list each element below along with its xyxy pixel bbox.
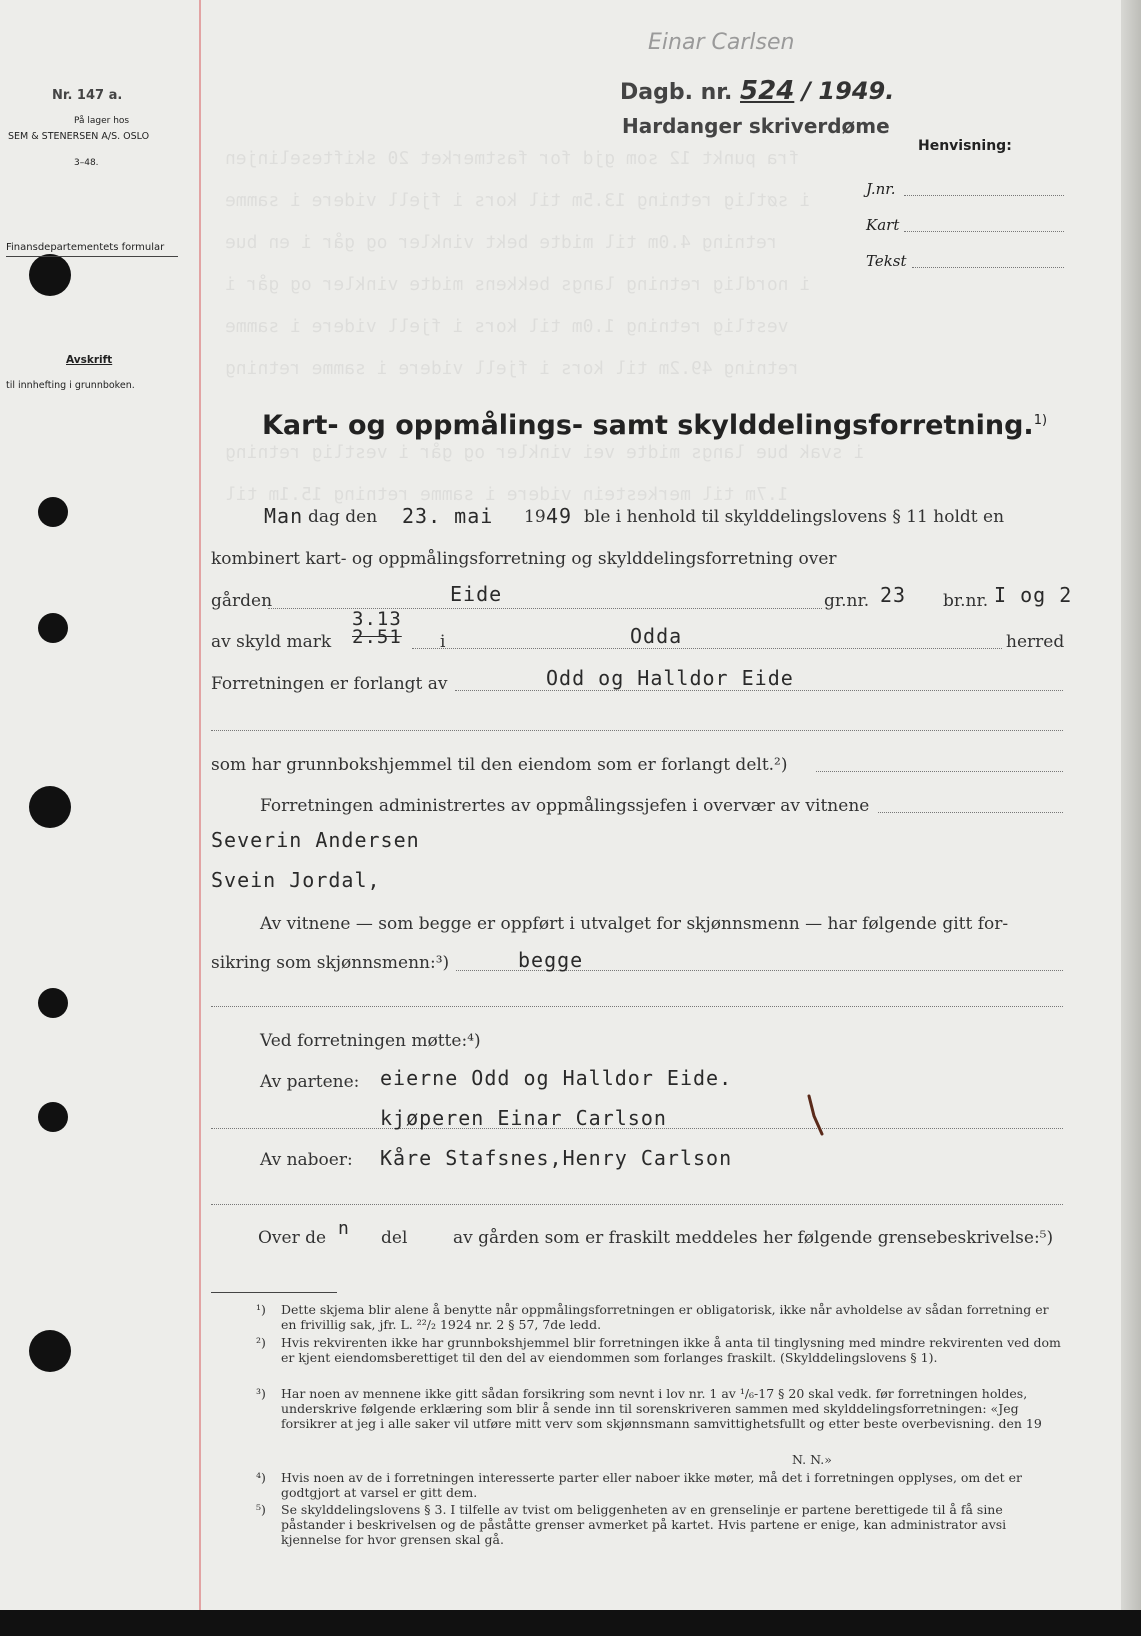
department-formular: Finansdepartementets formular bbox=[6, 242, 165, 253]
punch-hole bbox=[38, 988, 68, 1018]
witness-1: Severin Andersen bbox=[211, 828, 420, 852]
skyld-separator: i bbox=[440, 632, 446, 652]
footnote-number: ³) bbox=[256, 1386, 266, 1401]
bleed-through-text: i nordlig retning langs bekkens midte vinkler og går i bbox=[225, 274, 811, 295]
footnote-text: Hvis rekvirenten ikke har grunnbokshjemmel blir forretningen ikke å anta til tinglysning med mindre rekvirenten ved dom er kjent eiendomsberettiget til den del av eiendommen som forlanges fraskilt. (Skylddelingslovens § 1). bbox=[281, 1335, 1061, 1365]
grnr-label: gr.nr. bbox=[824, 591, 870, 611]
document-title bbox=[262, 410, 1047, 441]
line1-text: ble i henhold til skylddelingslovens § 11 holdt en bbox=[584, 507, 1005, 527]
administration-text: Forretningen administrertes av oppmålingssjefen i overvær av vitnene bbox=[260, 796, 870, 816]
footnote-number: ⁴) bbox=[256, 1470, 266, 1485]
page-edge bbox=[1121, 0, 1141, 1636]
footnote-text: Har noen av mennene ikke gitt sådan forsikring som nevnt i lov nr. 1 av ¹/₆-17 § 20 skal vedk. før forretningen holdes, underskrive følgende erklæring som blir å sende inn til sorenskriveren sammen med skylddelingsforretningen: «Jeg forsikrer at jeg i alle saker vil utføre mitt verv som skjønnsmann samvittighetsfullt og etter beste overbevisning. den 19 bbox=[281, 1386, 1042, 1431]
punch-hole bbox=[38, 613, 68, 643]
skjonn-text-1: Av vitnene — som begge er oppført i utvalget for skjønnsmenn — har følgende gitt for- bbox=[260, 914, 1009, 934]
bleed-through-text: i søtlig retning 13.5m til kors i fjell videre i samme bbox=[225, 190, 811, 211]
journal-year: 1949. bbox=[818, 77, 895, 105]
footnote-number: ¹) bbox=[256, 1302, 266, 1317]
attendance-intro: Ved forretningen møtte:⁴) bbox=[260, 1031, 481, 1051]
printer-name: SEM & STENERSEN A/S. OSLO bbox=[8, 131, 150, 142]
journal-stamp bbox=[620, 76, 894, 106]
year-value: 49 bbox=[546, 504, 573, 528]
margin-line bbox=[199, 0, 201, 1636]
grnr-value: 23 bbox=[880, 583, 907, 607]
over-de-label: Over de bbox=[258, 1228, 327, 1248]
weekday-value: Man bbox=[264, 504, 304, 528]
skyld-new-value: 2.51 bbox=[352, 626, 402, 648]
punch-hole bbox=[38, 497, 68, 527]
scan-border bbox=[0, 1610, 1141, 1636]
footnote-text: Se skylddelingslovens § 3. I tilfelle av tvist om beliggenheten av en grenselinje er partene berettigede til å få sine påstander i beskrivelsen og de påståtte grenser avmerket på kartet. Hvis partene er enige, kan administrator avsi kjennelse for hvor grensen skal gå. bbox=[281, 1502, 1007, 1547]
footnote-text: Hvis noen av de i forretningen interesserte parter eller naboer ikke møter, må det i forretningen opplyses, om det er godtgjort at varsel er gitt dem. bbox=[281, 1470, 1023, 1500]
bleed-through-text: retning 49.2m til kors i fjell videre i samme retning bbox=[225, 358, 800, 379]
blank-line bbox=[211, 1204, 1063, 1205]
bleed-through-text: i svak bue langs midte vei vinkler og går i vestlig retning bbox=[225, 442, 865, 463]
journal-separator: / bbox=[801, 77, 811, 105]
over-de-suffix: n bbox=[338, 1218, 350, 1239]
grense-text: av gården som er fraskilt meddeles her følgende grensebeskrivelse:⁵) bbox=[453, 1228, 1054, 1248]
footnote-divider bbox=[211, 1292, 337, 1293]
title-text: Kart- og oppmålings- samt skylddelingsforretning. bbox=[262, 410, 1034, 441]
farm-value: Eide bbox=[450, 582, 503, 606]
date-value: 23. mai bbox=[402, 504, 494, 528]
punch-hole bbox=[29, 254, 71, 296]
bleed-through-text: fra punkt 12 som gjd for fastmerket 20 skifteselinjen bbox=[225, 148, 800, 169]
punch-hole bbox=[38, 1102, 68, 1132]
blank-line bbox=[211, 730, 1063, 731]
reference-title: Henvisning: bbox=[918, 138, 1012, 154]
del-label: del bbox=[381, 1228, 408, 1248]
skjonn-label: sikring som skjønnsmenn:³) bbox=[211, 953, 450, 973]
title-footnote-ref: 1) bbox=[1033, 413, 1048, 428]
brnr-label: br.nr. bbox=[943, 591, 989, 611]
herred-label: herred bbox=[1006, 632, 1065, 652]
pencil-annotation: Einar Carlsen bbox=[648, 30, 795, 55]
reference-jnr: J.nr. bbox=[866, 180, 896, 198]
footnote-number: ²) bbox=[256, 1335, 266, 1350]
punch-hole bbox=[29, 1330, 71, 1372]
bleed-through-text: vestlig retning 1.0m til kors i fjell videre i samme bbox=[225, 316, 789, 337]
bleed-through-text: 1.7m til merkestein videre i samme retning 15.1m til bbox=[225, 484, 789, 505]
herred-name-value: Odda bbox=[630, 624, 683, 648]
administration-line bbox=[878, 812, 1063, 813]
printer-line: På lager hos bbox=[74, 116, 130, 126]
hjemmel-text: som har grunnbokshjemmel til den eiendom som er forlangt delt.²) bbox=[211, 755, 788, 775]
hjemmel-line bbox=[816, 771, 1063, 772]
dag-den-label: dag den bbox=[308, 507, 378, 527]
herred-line bbox=[412, 648, 1002, 649]
form-number: Nr. 147 a. bbox=[52, 88, 123, 103]
footnote-signature: N. N.» bbox=[792, 1452, 832, 1467]
parties-label: Av partene: bbox=[260, 1072, 360, 1092]
parties-value-1: eierne Odd og Halldor Eide. bbox=[380, 1066, 733, 1090]
bleed-through-text: retning 4.0m til midte bekt vinkler og går i en bue bbox=[225, 232, 778, 253]
reference-tekst-line bbox=[912, 267, 1064, 268]
farm-label: gården bbox=[211, 591, 273, 611]
reference-jnr-line bbox=[904, 195, 1064, 196]
reference-kart-line bbox=[904, 231, 1064, 232]
journal-number: 524 bbox=[740, 76, 795, 106]
divider bbox=[6, 256, 178, 257]
requested-by-label: Forretningen er forlangt av bbox=[211, 674, 448, 694]
century-label: 19 bbox=[524, 507, 546, 527]
copy-note: til innhefting i grunnboken. bbox=[6, 380, 135, 391]
footnote-text: Dette skjema blir alene å benytte når oppmålingsforretningen er obligatorisk, ikke når avholdelse av sådan forretning er en frivillig sak, jfr. L. ²²/₂ 1924 nr. 2 § 57, 7de ledd. bbox=[281, 1302, 1049, 1332]
witness-2: Svein Jordal, bbox=[211, 868, 381, 892]
reference-tekst: Tekst bbox=[866, 252, 907, 270]
skjonn-value: begge bbox=[518, 948, 584, 972]
requested-by-value: Odd og Halldor Eide bbox=[546, 666, 794, 690]
skyld-label: av skyld mark bbox=[211, 632, 332, 652]
printer-date: 3–48. bbox=[74, 158, 99, 168]
brnr-value: I og 2 bbox=[994, 583, 1073, 607]
copy-label: Avskrift bbox=[66, 354, 113, 366]
journal-prefix: Dagb. nr. bbox=[620, 80, 733, 105]
requested-by-line bbox=[455, 690, 1063, 691]
neighbors-value: Kåre Stafsnes,Henry Carlson bbox=[380, 1146, 733, 1170]
punch-hole bbox=[29, 786, 71, 828]
blank-line bbox=[211, 1006, 1063, 1007]
neighbors-label: Av naboer: bbox=[260, 1150, 353, 1170]
reference-kart: Kart bbox=[866, 216, 900, 234]
footnote-number: ⁵) bbox=[256, 1502, 266, 1517]
ink-mark bbox=[806, 1094, 826, 1138]
parties-value-2: kjøperen Einar Carlson bbox=[380, 1106, 667, 1130]
skyld-old-value: 3.13 bbox=[352, 608, 402, 630]
line2-text: kombinert kart- og oppmålingsforretning og skylddelingsforretning over bbox=[211, 549, 837, 569]
office-stamp: Hardanger skriverdøme bbox=[622, 114, 890, 138]
